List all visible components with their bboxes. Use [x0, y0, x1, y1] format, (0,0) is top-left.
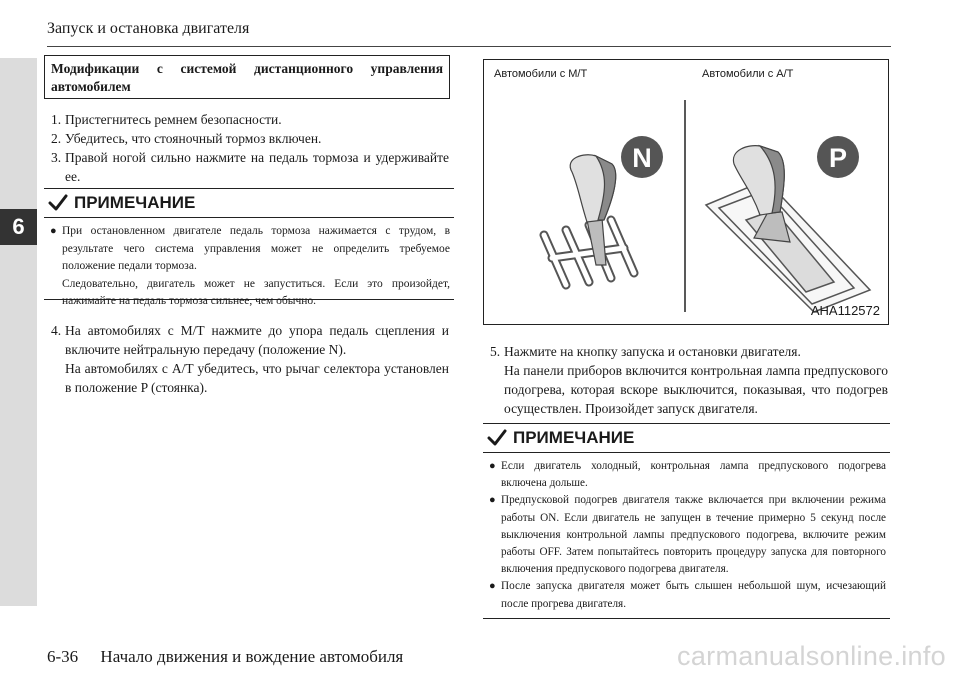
step-item — [51, 321, 449, 359]
chapter-sidebar — [0, 58, 37, 606]
step-item — [490, 342, 888, 361]
steps-list-1-3 — [51, 110, 449, 186]
figure-code: AHA112572 — [810, 303, 880, 318]
page-number: 6-36 — [47, 647, 79, 666]
footer-section-title: Начало движения и вождение автомобиля — [100, 647, 404, 666]
note-box-left — [44, 188, 454, 307]
steps-list-5 — [490, 342, 888, 418]
step-text: На автомобилях с М/Т нажмите до упора педаль сцепления и включите нейтральную передачу (положение N). — [65, 323, 449, 357]
badge-n-text: N — [632, 143, 652, 173]
note-heading-text: ПРИМЕЧАНИЕ — [74, 193, 196, 212]
note-bullet — [489, 578, 886, 612]
step-number: 1. — [51, 112, 62, 127]
step-item — [51, 110, 449, 129]
page-footer — [47, 647, 403, 667]
bullet-dot-icon: ● — [50, 225, 57, 237]
note-heading-text: ПРИМЕЧАНИЕ — [513, 428, 635, 447]
shift-lever-figure — [483, 59, 889, 325]
step-item — [51, 148, 449, 186]
step-number: 4. — [51, 323, 62, 338]
step-item — [51, 359, 449, 397]
checkmark-icon — [48, 194, 68, 212]
note-bullet — [50, 223, 450, 276]
section-boxed-title: Модификации с системой дистанционного управления автомобилем — [44, 55, 450, 99]
park-badge — [817, 136, 859, 178]
watermark-text: carmanualsonline.info — [677, 641, 946, 671]
header-divider — [47, 46, 891, 47]
step-continuation: На панели приборов включится контрольная лампа предпускового подогрева, которая вскоре выключится, показывая, что подогрев осуществлен. Произойдет запуск двигателя. — [504, 363, 888, 416]
step-number: 3. — [51, 150, 62, 165]
bullet-dot-icon: ● — [489, 460, 496, 472]
note-heading — [483, 424, 890, 453]
checkmark-icon — [487, 429, 507, 447]
step-text: Правой ногой сильно нажмите на педаль тормоза и удерживайте ее. — [65, 150, 449, 184]
note-heading — [44, 189, 454, 218]
step-continuation: На автомобилях с А/Т убедитесь, что рычаг селектора установлен в положение P (стоянка). — [65, 361, 449, 395]
figure-label-at: Автомобили с А/Т — [702, 68, 794, 80]
note-bullet-text: Если двигатель холодный, контрольная лампа предпускового подогрева включена дольше. — [501, 460, 886, 490]
note-continuation: Следовательно, двигатель может не запуститься. Если это произойдет, нажимайте на педаль тормоза сильнее, чем обычно. — [62, 277, 450, 307]
note-bullet-text: После запуска двигателя может быть слышен небольшой шум, исчезающий после прогрева двигателя. — [501, 580, 886, 610]
shift-lever-illustration — [484, 60, 887, 323]
step-text: Пристегнитесь ремнем безопасности. — [65, 112, 282, 127]
step-number: 5. — [490, 344, 501, 359]
step-item — [490, 361, 888, 418]
neutral-badge — [621, 136, 663, 178]
badge-p-text: P — [828, 143, 848, 173]
note-bullet-text: Предпусковой подогрев двигателя также включается при включении режима работы ON. Если двигатель не запущен в течение примерно 5 секунд после выключения контрольной лампы предпускового подогрева, включите режим работы OFF. Затем попытайтесь повторить процедуру запуска для повторного включения предпускового подогрева двигателя. — [501, 494, 886, 576]
figure-label-mt: Автомобили с М/Т — [494, 68, 588, 80]
page-header-title: Запуск и остановка двигателя — [47, 20, 250, 37]
step-number: 2. — [51, 131, 62, 146]
note-box-right — [483, 423, 890, 619]
step-item — [51, 129, 449, 148]
note-bullet — [489, 492, 886, 578]
step-text: Убедитесь, что стояночный тормоз включен. — [65, 131, 322, 146]
note-bullet — [489, 458, 886, 492]
steps-list-4 — [51, 321, 449, 397]
step-text: Нажмите на кнопку запуска и остановки двигателя. — [504, 344, 801, 359]
bullet-dot-icon: ● — [489, 580, 496, 593]
bullet-dot-icon: ● — [489, 494, 496, 507]
note-bullet-text: При остановленном двигателе педаль тормоза нажимается с трудом, в результате чего система управления может не определить требуемое положение педали тормоза. — [62, 225, 450, 272]
chapter-tab: 6 — [0, 209, 37, 245]
automatic-selector-panel — [706, 180, 870, 312]
